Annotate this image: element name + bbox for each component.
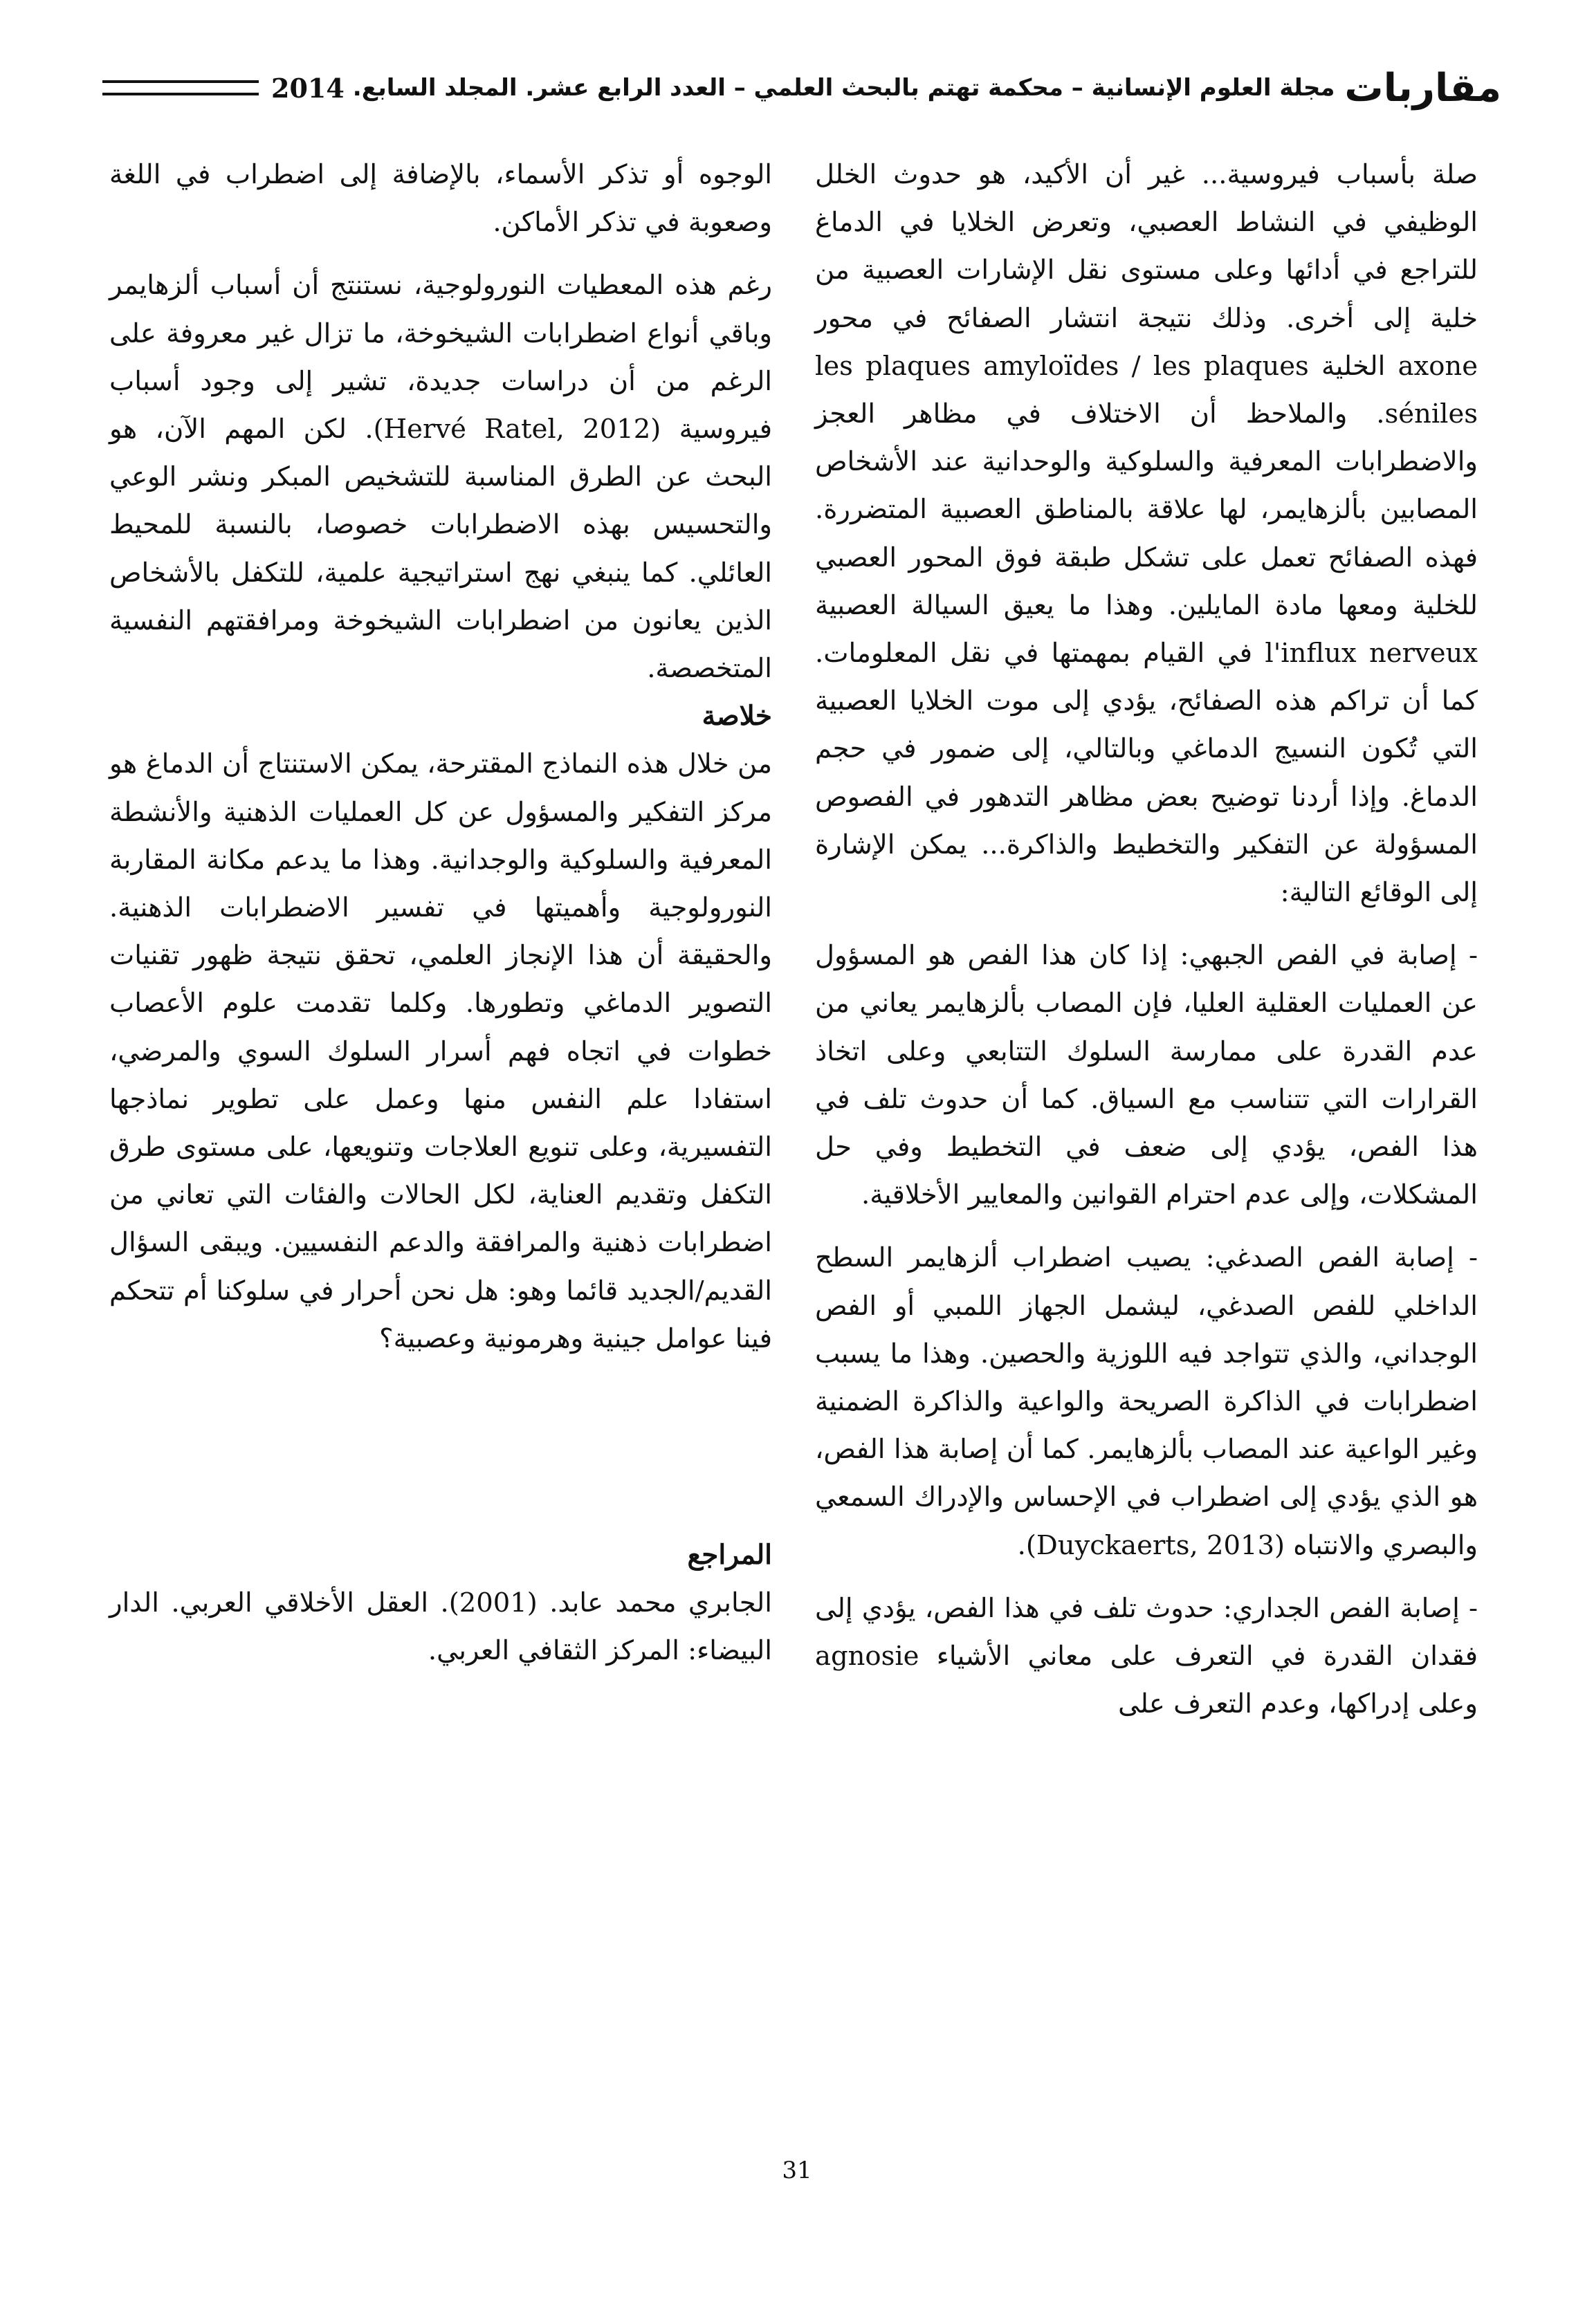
page-number: 31 <box>782 2157 812 2184</box>
header-rule <box>102 80 259 95</box>
journal-name: مقاربات <box>1344 65 1501 111</box>
journal-year: 2014 <box>271 72 345 104</box>
paragraph: من خلال هذه النماذج المقترحة، يمكن الاستنتاج أن الدماغ هو مركز التفكير والمسؤول عن كل العمليات الذهنية والأنشطة المعرفية والسلوكية والوجدانية. وهذا ما يدعم مكانة المقاربة النورولوجية وأهميتها في تفسير الاضطرابات الذهنية. والحقيقة أن هذا الإنجاز العلمي، تحقق نتيجة ظهور تقنيات التصوير الدماغي وتطورها. وكلما تقدمت علوم الأعصاب خطوات في اتجاه فهم أسرار السلوك السوي والمرضي، استفادا علم النفس منها وعمل على تطوير نماذجها التفسيرية، وعلى تنويع العلاجات وتنويعها، على مستوى طرق التكفل وتقديم العناية، لكل الحالات والفئات التي تعاني من اضطرابات ذهنية والمرافقة والدعم النفسيين. ويبقى السؤال القديم/الجديد قائما وهو: هل نحن أحرار في سلوكنا أم تتحكم فينا عوامل جينية وهرمونية وعصبية؟ <box>109 748 772 1354</box>
reference-item: الجابري محمد عابد. (2001). العقل الأخلاقي العربي. الدار البيضاء: المركز الثقافي العربي. <box>109 1587 772 1667</box>
references-heading: المراجع <box>687 1539 772 1571</box>
paragraph: صلة بأسباب فيروسية... غير أن الأكيد، هو حدوث الخلل الوظيفي في النشاط العصبي، وتعرض الخلايا في الدماغ للتراجع في أدائها وعلى مستوى نقل الإشارات العصبية من خلية إلى أخرى. وذلك نتيجة انتشار الصفائح في محور axone الخلية les plaques amyloïdes / les plaques séniles. والملاحظ أن الاختلاف في مظاهر العجز والاضطرابات المعرفية والسلوكية والوحدانية عند الأشخاص المصابين بألزهايمر، لها علاقة بالمناطق العصبية المتضررة. فهذه الصفائح تعمل على تشكل طبقة فوق المحور العصبي للخلية ومعها مادة المايلين. وهذا ما يعيق السيالة العصبية l'influx nerveux في القيام بمهمتها في نقل المعلومات. كما أن تراكم هذه الصفائح، يؤدي إلى موت الخلايا العصبية التي تُكون النسيج الدماغي وبالتالي، إلى ضمور في حجم الدماغ. وإذا أردنا توضيح بعض مظاهر التدهور في الفصوص المسؤولة عن التفكير والتخطيط والذاكرة... يمكن الإشارة إلى الوقائع التالية: <box>815 159 1478 909</box>
running-header <box>90 64 1501 112</box>
paragraph: رغم هذه المعطيات النورولوجية، نستنتج أن أسباب ألزهايمر وباقي أنواع اضطرابات الشيخوخة، ما تزال غير معروفة على الرغم من أن دراسات جديدة، تشير إلى وجود أسباب فيروسية (Hervé Ratel, 2012). لكن المهم الآن، هو البحث عن الطرق المناسبة للتشخيص المبكر ونشر الوعي والتحسيس بهذه الاضطرابات خصوصا، بالنسبة للمحيط العائلي. كما ينبغي نهج استراتيجية علمية، للتكفل بالأشخاص الذين يعانون من اضطرابات الشيخوخة ومرافقتهم النفسية المتخصصة. <box>109 270 773 685</box>
left-column <box>109 151 772 1675</box>
right-column <box>815 151 1478 1728</box>
paragraph: الوجوه أو تذكر الأسماء، بالإضافة إلى اضطراب في اللغة وصعوبة في تذكر الأماكن. <box>109 159 772 239</box>
journal-subtitle: مجلة العلوم الإنسانية – محكمة تهتم بالبحث العلمي – العدد الرابع عشر. المجلد السابع. <box>352 74 1335 102</box>
paragraph: - إصابة الفص الصدغي: يصيب اضطراب ألزهايمر السطح الداخلي للفص الصدغي، ليشمل الجهاز اللمبي أو الفص الوجداني، والذي تتواجد فيه اللوزية والحصين. وهذا ما يسبب اضطرابات في الذاكرة الصريحة والواعية والذاكرة الضمنية وغير الواعية عند المصاب بألزهايمر. كما أن إصابة هذا الفص، هو الذي يؤدي إلى اضطراب في الإحساس والإدراك السمعي والبصري والانتباه (Duyckaerts, 2013). <box>815 1242 1478 1561</box>
paragraph: - إصابة الفص الجداري: حدوث تلف في هذا الفص، يؤدي إلى فقدان القدرة في التعرف على معاني الأشياء agnosie وعلى إدراكها، وعدم التعرف على <box>815 1592 1478 1720</box>
paragraph: - إصابة في الفص الجبهي: إذا كان هذا الفص هو المسؤول عن العمليات العقلية العليا، فإن المصاب بألزهايمر يعاني من عدم القدرة على ممارسة السلوك التتابعي وعلى اتخاذ القرارات التي تتناسب مع السياق. كما أن حدوث تلف في هذا الفص، يؤدي إلى ضعف في التخطيط وفي حل المشكلات، وإلى عدم احترام القوانين والمعايير الأخلاقية. <box>815 940 1478 1211</box>
conclusion-heading: خلاصة <box>702 700 772 732</box>
